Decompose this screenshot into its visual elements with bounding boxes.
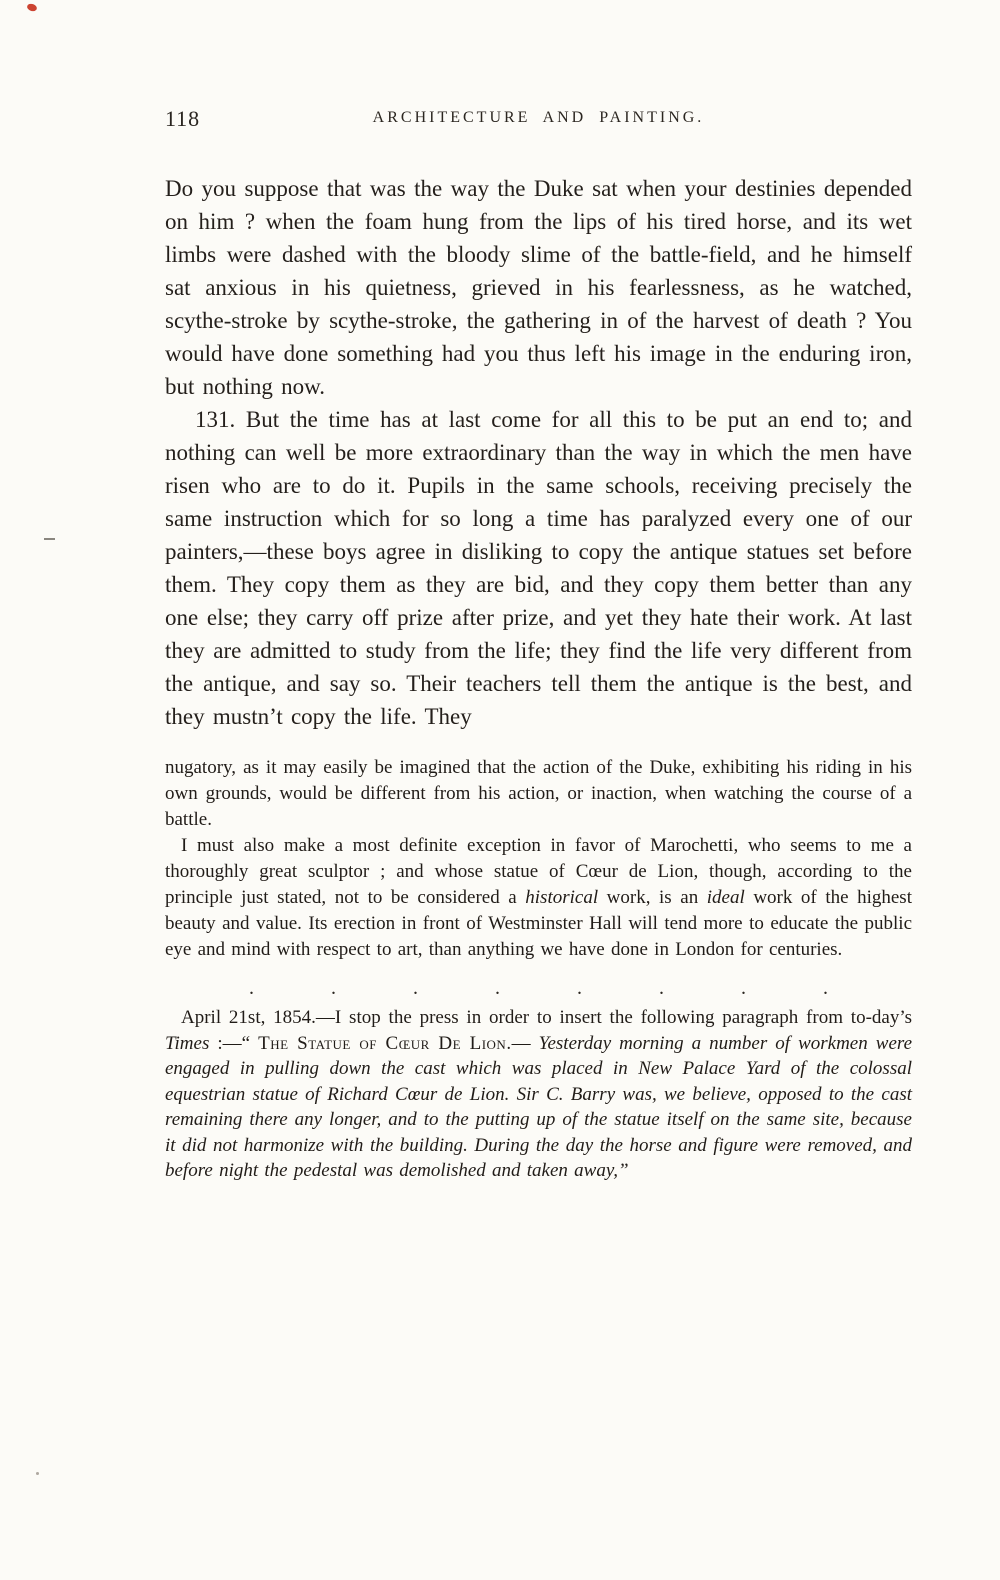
scan-artifact-margin-dash (44, 538, 55, 540)
text-column (165, 0, 912, 1184)
footnote-paragraph-1: nugatory, as it may easily be imagined that the action of the Duke, exhibiting his riding in his own grounds, would be different from his action, or inaction, when watching the course of a battle. (165, 757, 912, 830)
press-note-paragraph: April 21st, 1854.—I stop the press in order to insert the following paragraph from to-day’s Times :—“ The Statue of Cœur De Lion.— Yesterday morning a number of workmen were engaged in pulling down the cast which was placed in New Palace Yard of the colossal equestrian statue of Richard Cœur de Lion. Sir C. Barry was, we believe, opposed to the cast remaining there any longer, and to the putting up of the statue itself on the same site, because it did not harmonize with the building. During the day the horse and figure were removed, and before night the pedestal was demolished and taken away,” (165, 1007, 913, 1181)
body-paragraph-2: 131. But the time has at last come for all this to be put an end to; and nothing can well be more extraordinary than the way in which the men have risen who are to do it. Pupils in the same schools, receiving precisely the same instruction which for so long a time has paralyzed every one of our painters,—these boys agree in disliking to copy the antique statues set before them. They copy them as they are bid, and they copy them better than any one else; they carry off prize after prize, and yet they hate their work. At last they are admitted to study from the life; they find the life very different from the antique, and say so. Their teachers tell them the antique is the best, and they mustn’t copy the life. They (165, 407, 912, 729)
section-separator-dots: . . . . . . . . (249, 977, 828, 999)
main-body-text (165, 172, 912, 733)
page-number: 118 (165, 106, 201, 131)
footnote-paragraph-2: I must also make a most definite exception in favor of Marochetti, who seems to me a thoroughly great sculptor ; and whose statue of Cœur de Lion, though, according to the principle just stated, not to be considered a historical work, is an ideal work of the highest beauty and value. Its erection in front of Westminster Hall will tend more to educate the public eye and mind with respect to art, than anything we have done in London for centuries. (165, 835, 912, 960)
footnote-section (165, 755, 912, 963)
body-paragraph-1: Do you suppose that was the way the Duke sat when your destinies depended on him ? when the foam hung from the lips of his tired horse, and its wet limbs were dashed with the bloody slime of the battle-field, and he himself sat anxious in his quietness, grieved in his fearlessness, as he watched, scythe-stroke by scythe-stroke, the gathering in of the harvest of death ? You would have done something had you thus left his image in the enduring iron, but nothing now. (165, 176, 912, 399)
scan-artifact-red-dot (26, 3, 38, 13)
page-header (165, 106, 912, 134)
running-title: ARCHITECTURE AND PAINTING. (372, 109, 705, 126)
press-insert-note (165, 1005, 912, 1184)
scan-artifact-speck (36, 1472, 39, 1475)
